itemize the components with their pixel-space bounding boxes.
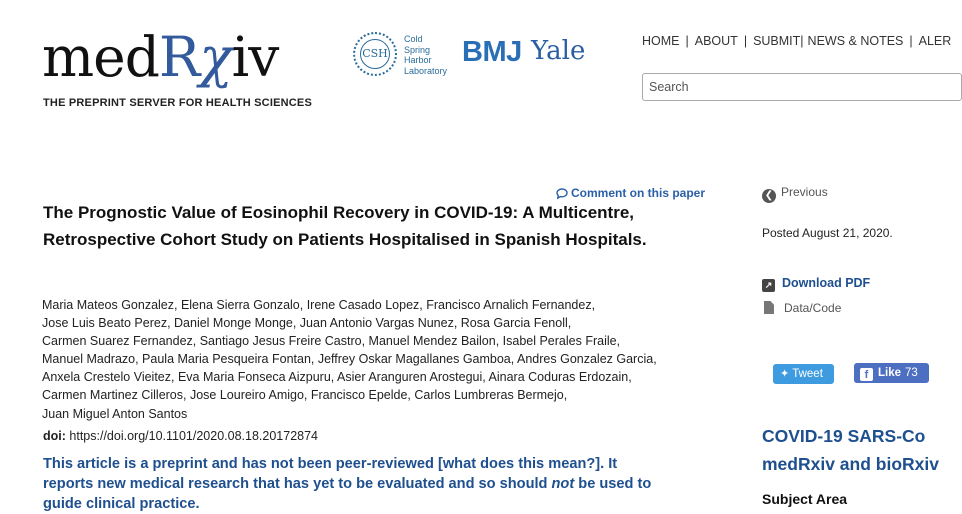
speech-bubble-icon — [556, 188, 568, 199]
csh-mark: CSH — [360, 39, 390, 69]
download-pdf-label: Download PDF — [782, 276, 871, 290]
bmj-logo[interactable]: BMJ — [462, 36, 522, 68]
tagline: THE PREPRINT SERVER FOR HEALTH SCIENCES — [43, 97, 312, 109]
logo-chi: χ — [199, 25, 232, 89]
arrow-left-icon: ❮ — [762, 189, 776, 203]
covid-heading-line-1: COVID-19 SARS-Co — [762, 426, 926, 446]
yale-logo[interactable]: Yale — [531, 36, 586, 66]
logo-iv: iv — [231, 25, 279, 89]
csh-line: Harbor — [404, 55, 432, 65]
document-icon — [764, 301, 774, 314]
twitter-bird-icon: ✦ — [780, 368, 790, 380]
author-line[interactable]: Maria Mateos Gonzalez, Elena Sierra Gonzalo, Irene Casado Lopez, Francisco Arnalich Fernandez, — [42, 298, 596, 312]
csh-logo[interactable] — [353, 32, 397, 76]
nav-separator: | — [800, 34, 804, 48]
nav-separator: | — [685, 34, 689, 48]
csh-line: Cold — [404, 34, 423, 44]
tweet-label: Tweet — [792, 368, 823, 380]
nav-separator: | — [909, 34, 913, 48]
comment-link-label: Comment on this paper — [571, 186, 706, 200]
doi-label: doi: — [43, 429, 66, 443]
like-count: 73 — [905, 367, 918, 379]
subject-area-heading: Subject Area — [762, 491, 848, 507]
logo-r: R — [158, 25, 200, 89]
doi — [43, 429, 318, 443]
doi-link[interactable]: https://doi.org/10.1101/2020.08.18.20172874 — [69, 429, 318, 443]
nav-separator: | — [743, 34, 748, 48]
facebook-icon: f — [860, 368, 873, 381]
author-line[interactable]: Juan Miguel Anton Santos — [42, 406, 188, 421]
top-nav — [642, 34, 951, 48]
author-line[interactable]: Carmen Suarez Fernandez, Santiago Jesus Freire Castro, Manuel Mendez Bailon, Isabel Perales Fraile, — [42, 334, 621, 349]
csh-line: Spring — [404, 44, 431, 55]
nav-home[interactable]: HOME — [642, 34, 680, 48]
download-pdf-link[interactable] — [762, 276, 870, 292]
notice-line-3: guide clinical practice. — [43, 496, 200, 512]
author-line[interactable]: Carmen Martinez Cilleros, Jose Loureiro Amigo, Francisco Epelde, Carlos Lumbreras Bermejo, — [42, 388, 568, 403]
covid-resources-heading[interactable] — [762, 422, 939, 478]
data-code-label: Data/Code — [784, 301, 842, 315]
previous-link[interactable] — [762, 185, 828, 203]
nav-alerts[interactable]: ALER — [918, 34, 952, 48]
author-line[interactable]: Jose Luis Beato Perez, Daniel Monge Monge, Juan Antonio Vargas Nunez, Rosa Garcia Fenoll, — [42, 316, 572, 331]
facebook-like-button[interactable] — [854, 363, 929, 383]
data-code-link[interactable] — [762, 301, 841, 315]
notice-line-2 — [43, 474, 723, 494]
notice-emphasis: not — [551, 476, 575, 492]
author-line[interactable]: Anxela Crestelo Vieitez, Eva Maria Fonseca Aizpuru, Asier Aranguren Arostegui, Ainara Coduras Erdozain, — [42, 370, 632, 385]
nav-about[interactable]: ABOUT — [694, 34, 738, 48]
author-list — [42, 296, 702, 423]
medrxiv-logo[interactable] — [42, 26, 278, 88]
notice-line-2-text: reports new medical research that has yet to be evaluated and so should — [43, 476, 552, 492]
search-input[interactable]: Search — [642, 73, 962, 101]
notice-line-2-tail: be used to — [574, 476, 652, 492]
download-icon: ↗ — [762, 279, 775, 292]
csh-name — [404, 34, 447, 76]
notice-line-1[interactable]: This article is a preprint and has not been peer-reviewed [what does this mean?]. It — [43, 456, 618, 472]
csh-line: Laboratory — [404, 65, 448, 76]
logo-med: med — [42, 25, 159, 89]
nav-news-notes[interactable]: NEWS & NOTES — [807, 34, 904, 48]
like-label: Like — [878, 367, 902, 379]
covid-heading-line-2: medRxiv and bioRxiv — [762, 454, 939, 474]
tweet-button[interactable] — [773, 364, 834, 384]
article-title: The Prognostic Value of Eosinophil Recovery in COVID-19: A Multicentre, Retrospective Cohort Study on Patients Hospitalised in Spanish Hospitals. — [43, 203, 647, 249]
previous-label: Previous — [781, 185, 828, 199]
nav-submit[interactable]: SUBMIT — [753, 34, 801, 48]
author-line[interactable]: Manuel Madrazo, Paula Maria Pesqueira Fontan, Jeffrey Oskar Magallanes Gamboa, Andres Gonzalez Garcia, — [42, 352, 657, 367]
posted-date: Posted August 21, 2020. — [762, 226, 893, 240]
comment-link[interactable] — [556, 186, 705, 200]
preprint-notice — [43, 454, 723, 514]
